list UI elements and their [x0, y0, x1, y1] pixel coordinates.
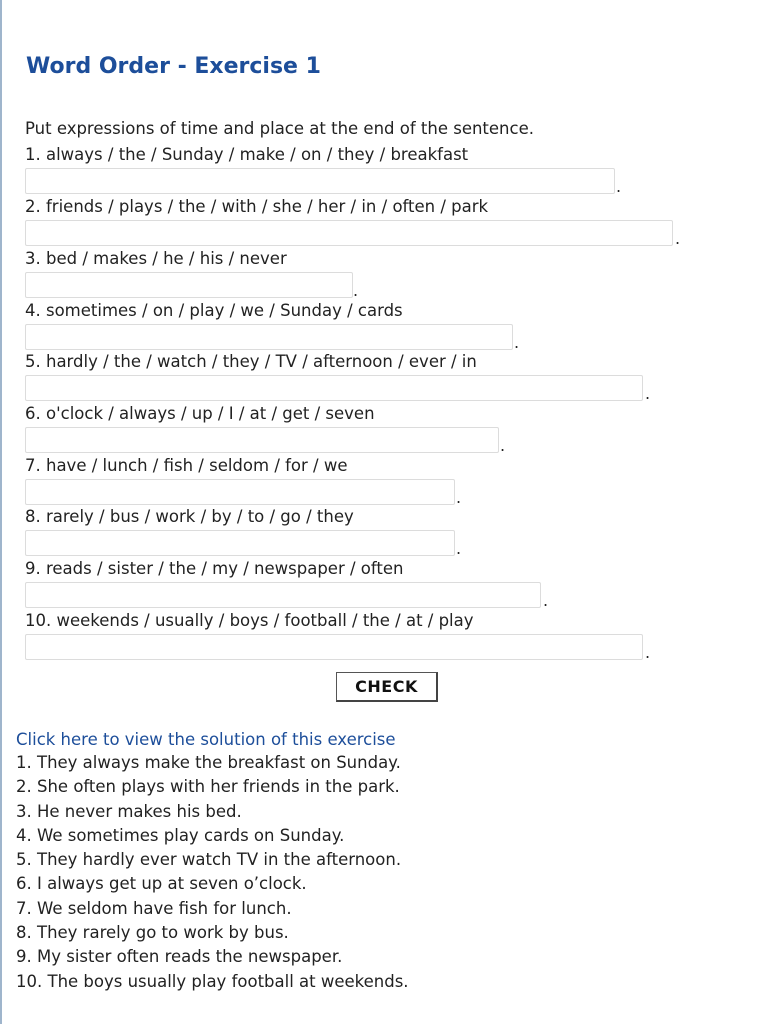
- exercise-item-6: [25, 403, 745, 455]
- exercise-prompt-9: 9. reads / sister / the / my / newspaper / often: [25, 559, 404, 578]
- exercise-item-5: [25, 351, 745, 403]
- answer-period-9: .: [543, 591, 549, 610]
- solution-item-4: 4. We sometimes play cards on Sunday.: [16, 825, 345, 845]
- answer-input-4[interactable]: [25, 324, 513, 350]
- exercise-item-4: [25, 300, 745, 352]
- solution-item-6: 6. I always get up at seven o’clock.: [16, 874, 307, 894]
- solution-item-9: 9. My sister often reads the newspaper.: [16, 947, 343, 967]
- answer-period-7: .: [456, 488, 462, 507]
- answer-input-6[interactable]: [25, 427, 499, 453]
- solution-item-3: 3. He never makes his bed.: [16, 801, 242, 821]
- solution-item-8: 8. They rarely go to work by bus.: [16, 923, 289, 943]
- exercise-prompt-1: 1. always / the / Sunday / make / on / they / breakfast: [25, 145, 469, 164]
- answer-period-4: .: [514, 333, 520, 352]
- solution-item-10: 10. The boys usually play football at weekends.: [16, 971, 409, 991]
- page-title: Word Order - Exercise 1: [26, 54, 321, 79]
- exercise-item-2: [25, 196, 745, 248]
- solution-item-1: 1. They always make the breakfast on Sunday.: [16, 753, 401, 772]
- exercise-item-8: [25, 506, 745, 558]
- exercise-item-10: [25, 610, 745, 662]
- exercise-item-1: [25, 144, 745, 196]
- solution-item-5: 5. They hardly ever watch TV in the afternoon.: [16, 850, 402, 870]
- answer-input-10[interactable]: [25, 634, 643, 660]
- solution-list: [16, 751, 409, 994]
- answer-input-7[interactable]: [25, 479, 455, 505]
- exercise-prompt-4: 4. sometimes / on / play / we / Sunday / cards: [25, 301, 403, 320]
- answer-input-8[interactable]: [25, 530, 455, 556]
- exercise-prompt-6: 6. o'clock / always / up / I / at / get / seven: [25, 404, 375, 423]
- answer-period-3: .: [353, 281, 359, 300]
- answer-input-5[interactable]: [25, 375, 643, 401]
- answer-period-2: .: [675, 229, 681, 248]
- exercise-prompt-7: 7. have / lunch / fish / seldom / for / we: [25, 456, 348, 475]
- answer-period-8: .: [456, 539, 462, 558]
- exercise-item-7: [25, 455, 745, 507]
- answer-period-1: .: [616, 177, 622, 196]
- exercise-prompt-3: 3. bed / makes / he / his / never: [25, 249, 287, 268]
- answer-input-9[interactable]: [25, 582, 541, 608]
- exercise-item-3: [25, 248, 745, 300]
- exercise-item-9: [25, 558, 745, 610]
- view-solution-link[interactable]: Click here to view the solution of this exercise: [16, 730, 396, 749]
- answer-input-3[interactable]: [25, 272, 353, 298]
- exercise-prompt-10: 10. weekends / usually / boys / football / the / at / play: [25, 611, 474, 630]
- exercise-prompt-2: 2. friends / plays / the / with / she / her / in / often / park: [25, 197, 489, 216]
- exercise-prompt-8: 8. rarely / bus / work / by / to / go / they: [25, 507, 354, 526]
- exercise-prompt-5: 5. hardly / the / watch / they / TV / afternoon / ever / in: [25, 352, 477, 371]
- exercise-instruction: Put expressions of time and place at the end of the sentence.: [25, 119, 534, 138]
- page-left-border: [0, 0, 2, 1024]
- solution-item-2: 2. She often plays with her friends in the park.: [16, 777, 400, 797]
- answer-period-6: .: [500, 436, 506, 455]
- answer-period-5: .: [645, 384, 651, 403]
- answer-input-2[interactable]: [25, 220, 673, 246]
- check-button[interactable]: CHECK: [336, 672, 438, 702]
- answer-period-10: .: [645, 643, 651, 662]
- answer-input-1[interactable]: [25, 168, 615, 194]
- solution-item-7: 7. We seldom have fish for lunch.: [16, 898, 292, 918]
